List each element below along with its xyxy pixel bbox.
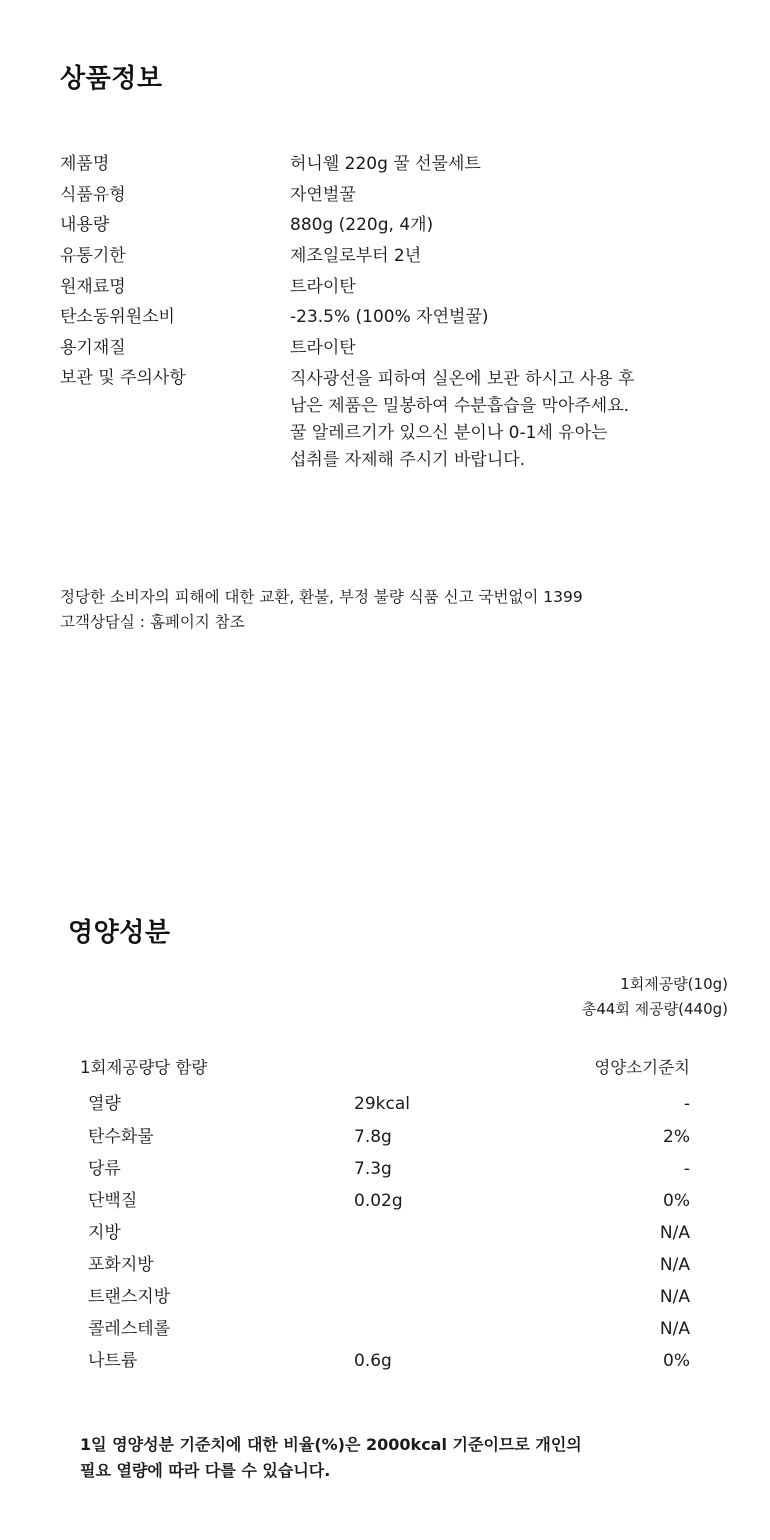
- spec-label: 유통기한: [60, 245, 126, 266]
- consumer-notice: [60, 585, 740, 635]
- table-row: [80, 1185, 690, 1217]
- nutrient-percent: N/A: [659, 1255, 690, 1276]
- table-row: [80, 1281, 690, 1313]
- table-row: [80, 1153, 690, 1185]
- table-row: [60, 275, 720, 306]
- storage-line: 꿀 알레르기가 있으신 분이나 0-1세 유아는: [290, 423, 608, 444]
- header-percent: 영양소기준치: [594, 1058, 690, 1077]
- spec-value: 자연벌꿀: [290, 184, 356, 205]
- table-row: [80, 1313, 690, 1345]
- nutrient-amount: [354, 1313, 542, 1345]
- nutrition-facts-table: [80, 1052, 690, 1378]
- nutrient-percent: 0%: [663, 1351, 690, 1372]
- table-row: [80, 1121, 690, 1153]
- serving-line: 총44회 제공량(440g): [581, 999, 728, 1018]
- storage-line: 직사광선을 피하여 실온에 보관 하시고 사용 후: [290, 369, 635, 390]
- nutrient-name: 단백질: [88, 1190, 138, 1211]
- nutrient-percent: N/A: [659, 1222, 690, 1243]
- spec-value: 트라이탄: [290, 276, 356, 297]
- table-row-storage: [60, 366, 720, 479]
- footnote-line: 1일 영양성분 기준치에 대한 비율(%)은 2000kcal 기준이므로 개인의: [80, 1435, 582, 1454]
- nutrient-percent: 0%: [663, 1190, 690, 1211]
- nutrient-percent: N/A: [659, 1319, 690, 1340]
- spec-value-storage: [290, 366, 720, 479]
- spec-label-storage: 보관 및 주의사항: [60, 368, 186, 389]
- table-header-row: [80, 1052, 690, 1088]
- spec-value: 허니웰 220g 꿀 선물세트: [290, 154, 481, 174]
- nutrient-percent: 2%: [663, 1126, 690, 1147]
- product-spec-table: [60, 152, 720, 480]
- table-row: [60, 213, 720, 244]
- nutrient-amount: [354, 1281, 542, 1313]
- spec-value: 880g (220g, 4개): [290, 215, 434, 236]
- serving-line: 1회제공량(10g): [620, 975, 728, 993]
- nutrient-amount: [354, 1249, 542, 1281]
- nutrition-title: 영양성분: [68, 918, 171, 948]
- table-row: [60, 336, 720, 367]
- nutrient-percent: N/A: [659, 1287, 690, 1308]
- nutrient-amount: 0.6g: [354, 1351, 392, 1372]
- nutrient-percent: -: [683, 1158, 690, 1179]
- notice-line: 고객상담실 : 홈페이지 참조: [60, 612, 245, 631]
- table-row: [60, 183, 720, 214]
- table-row: [80, 1217, 690, 1249]
- spec-label: 용기재질: [60, 337, 126, 358]
- spec-value: 제조일로부터 2년: [290, 245, 422, 266]
- table-row: [60, 152, 720, 183]
- nutrient-name: 콜레스테롤: [88, 1319, 171, 1340]
- nutrient-name: 포화지방: [88, 1255, 154, 1276]
- nutrient-amount: 0.02g: [354, 1190, 403, 1211]
- table-row: [60, 244, 720, 275]
- footnote-line: 필요 열량에 따라 다를 수 있습니다.: [80, 1461, 331, 1481]
- notice-line: 정당한 소비자의 피해에 대한 교환, 환불, 부정 불량 식품 신고 국번없이 1399: [60, 588, 583, 606]
- nutrition-footnote: [80, 1432, 700, 1485]
- nutrient-name: 당류: [88, 1158, 121, 1179]
- spec-label: 식품유형: [60, 184, 126, 205]
- nutrient-amount: [354, 1217, 542, 1249]
- nutrient-percent: -: [683, 1094, 690, 1115]
- nutrient-name: 트랜스지방: [88, 1287, 171, 1308]
- table-row: [80, 1088, 690, 1120]
- table-row: [60, 305, 720, 336]
- table-row: [80, 1249, 690, 1281]
- product-info-title: 상품정보: [60, 64, 163, 94]
- table-row: [80, 1345, 690, 1377]
- nutrient-amount: 29kcal: [354, 1094, 410, 1115]
- storage-line: 섭취를 자제해 주시기 바랍니다.: [290, 450, 526, 471]
- spec-value: -23.5% (100% 자연벌꿀): [290, 307, 489, 328]
- nutrient-amount: 7.8g: [354, 1126, 392, 1147]
- nutrient-name: 열량: [88, 1094, 121, 1115]
- spec-label: 제품명: [60, 154, 110, 174]
- nutrient-amount: 7.3g: [354, 1158, 392, 1179]
- spec-label: 원재료명: [60, 276, 126, 297]
- spec-label: 내용량: [60, 215, 110, 236]
- nutrient-name: 나트륨: [88, 1351, 138, 1372]
- header-amount: [354, 1052, 542, 1088]
- nutrient-name: 탄수화물: [88, 1126, 154, 1147]
- spec-label: 탄소동위원소비: [60, 307, 175, 328]
- spec-value: 트라이탄: [290, 337, 356, 358]
- serving-size-info: [582, 972, 728, 1022]
- storage-line: 남은 제품은 밀봉하여 수분흡습을 막아주세요.: [290, 396, 630, 417]
- nutrient-name: 지방: [88, 1222, 121, 1243]
- header-nutrient: 1회제공량당 함량: [80, 1058, 208, 1077]
